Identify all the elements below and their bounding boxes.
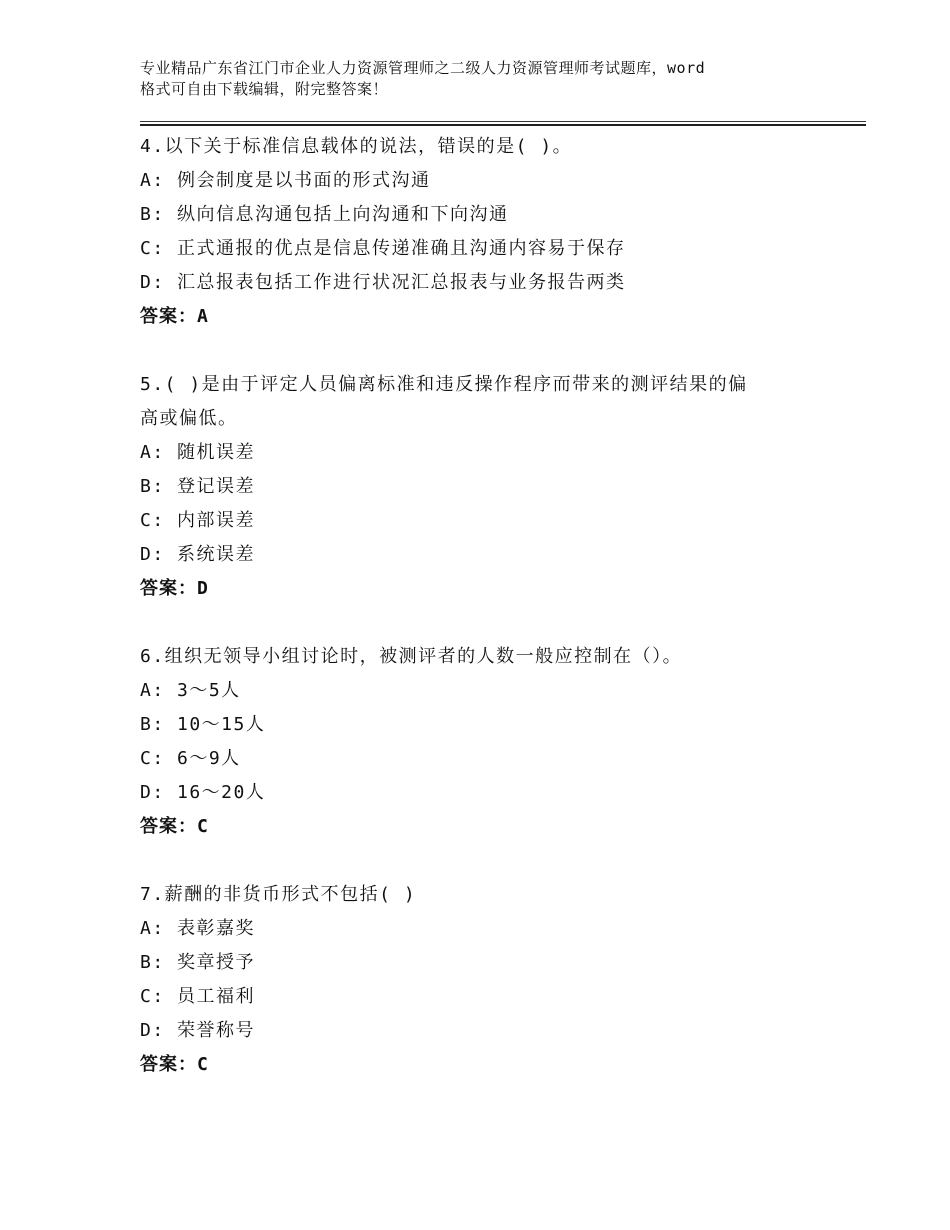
- option-a: A: 随机误差: [140, 442, 256, 463]
- option-c: C: 内部误差: [140, 510, 256, 531]
- question-5: [140, 368, 840, 606]
- option-c: C: 正式通报的优点是信息传递准确且沟通内容易于保存: [140, 238, 626, 259]
- question-text: [140, 640, 840, 674]
- option-d: D: 系统误差: [140, 544, 256, 565]
- option-d: D: 荣誉称号: [140, 1020, 256, 1041]
- question-text-line: 6.组织无领导小组讨论时，被测评者的人数一般应控制在（）。: [140, 646, 683, 667]
- option-a: A: 3～5人: [140, 680, 241, 701]
- question-6: [140, 640, 840, 844]
- option-a: A: 例会制度是以书面的形式沟通: [140, 170, 431, 191]
- option-d: D: 16～20人: [140, 782, 266, 803]
- answer-label: 答案：A: [140, 306, 209, 327]
- question-4: [140, 130, 840, 334]
- question-text-line: 4.以下关于标准信息载体的说法，错误的是( )。: [140, 136, 573, 157]
- answer-label: 答案：D: [140, 578, 209, 599]
- question-text-line: 7.薪酬的非货币形式不包括( ): [140, 884, 417, 905]
- question-list: [140, 130, 840, 1116]
- option-b: B: 奖章授予: [140, 952, 256, 973]
- option-d: D: 汇总报表包括工作进行状况汇总报表与业务报告两类: [140, 272, 626, 293]
- question-text-line: 高或偏低。: [140, 408, 238, 429]
- header-divider-thick: [140, 124, 866, 126]
- option-b: B: 登记误差: [140, 476, 256, 497]
- question-text-line: 5.( )是由于评定人员偏离标准和违反操作程序而带来的测评结果的偏: [140, 374, 748, 395]
- question-text: [140, 878, 840, 912]
- option-b: B: 纵向信息沟通包括上向沟通和下向沟通: [140, 204, 509, 225]
- question-text: [140, 130, 840, 164]
- option-a: A: 表彰嘉奖: [140, 918, 256, 939]
- document-header: [140, 58, 830, 100]
- question-7: [140, 878, 840, 1082]
- header-line-2: 格式可自由下载编辑，附完整答案！: [140, 80, 389, 98]
- answer-label: 答案：C: [140, 816, 209, 837]
- option-c: C: 员工福利: [140, 986, 256, 1007]
- option-c: C: 6～9人: [140, 748, 241, 769]
- question-text: [140, 368, 840, 436]
- header-line-1: 专业精品广东省江门市企业人力资源管理师之二级人力资源管理师考试题库，word: [140, 59, 706, 77]
- header-divider-thin: [140, 121, 866, 122]
- answer-label: 答案：C: [140, 1054, 209, 1075]
- option-b: B: 10～15人: [140, 714, 266, 735]
